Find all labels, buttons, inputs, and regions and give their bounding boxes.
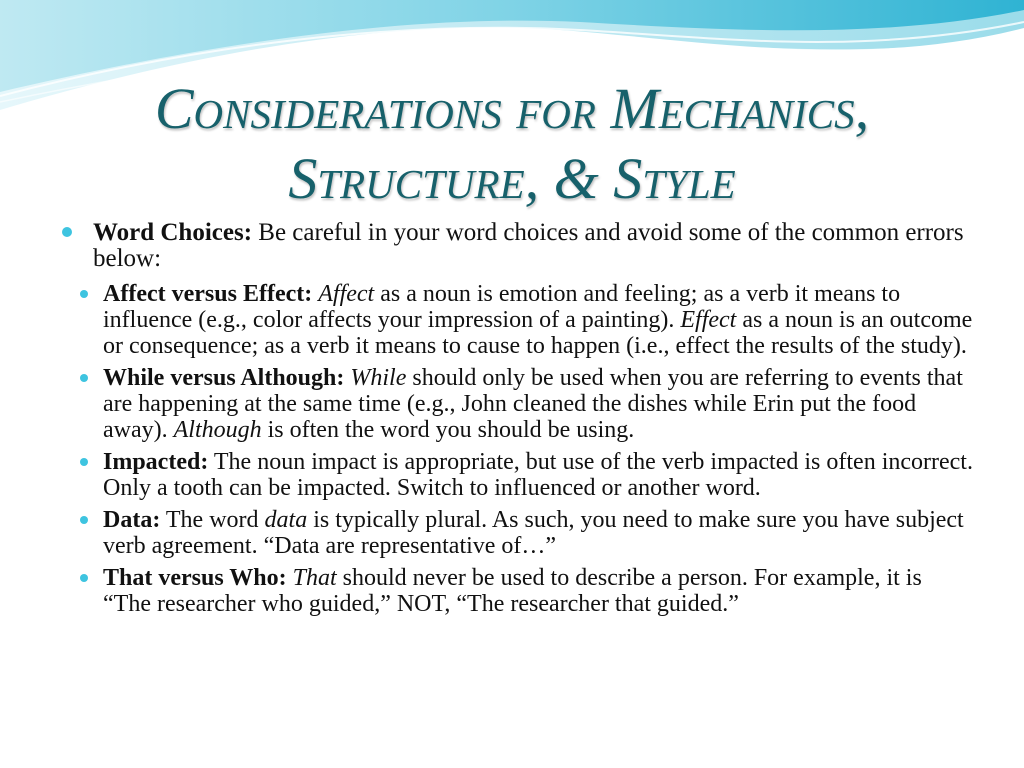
sub-bullet-text: should only be used when you are referring to events that are happening at the same time (e.g., John cleaned the dishes while Erin put the food away). — [103, 365, 963, 443]
sub-bullet-text: should never be used to describe a person. For example, it is “The researcher who guided,” NOT, “The researcher that guided.” — [103, 565, 922, 617]
sub-bullet-list — [62, 281, 974, 617]
sub-bullet-item — [62, 449, 974, 501]
bullet-dot-icon — [62, 227, 72, 237]
sub-bullet-dot-icon — [80, 374, 88, 382]
sub-bullet-text: is typically plural. As such, you need to make sure you have subject verb agreement. “Data are representative of…” — [103, 507, 964, 559]
sub-bullet-dot-icon — [80, 516, 88, 524]
sub-bullet-label: Impacted: — [103, 449, 209, 475]
sub-bullet-text: as a noun is an outcome or consequence; as a verb it means to cause to happen (i.e., effect the results of the study). — [103, 307, 973, 359]
sub-bullet-italic-term: Effect — [680, 307, 737, 333]
sub-bullet-label: Affect versus Effect: — [103, 281, 313, 307]
sub-bullet-dot-icon — [80, 574, 88, 582]
slide-title — [60, 74, 964, 214]
sub-bullet-italic-term: Affect — [318, 281, 375, 307]
slide-body — [62, 220, 974, 623]
sub-bullet-item — [62, 507, 974, 559]
sub-bullet-text: The noun impact is appropriate, but use of the verb impacted is often incorrect. Only a tooth can be impacted. Switch to influenced or another word. — [103, 449, 973, 501]
slide-title-line1: Considerations for Mechanics, — [154, 76, 870, 141]
sub-bullet-text: The word — [160, 507, 265, 533]
sub-bullet-label: Data: — [103, 507, 161, 533]
sub-bullet-text: is often the word you should be using. — [261, 417, 635, 443]
sub-bullet-text: as a noun is emotion and feeling; as a verb it means to influence (e.g., color affects your impression of a painting). — [103, 281, 901, 333]
bullet-text: Be careful in your word choices and avoid some of the common errors below: — [93, 219, 964, 272]
sub-bullet-item — [62, 365, 974, 443]
bullet-label: Word Choices: — [93, 219, 253, 246]
sub-bullet-label: That versus Who: — [103, 565, 287, 591]
sub-bullet-label: While versus Although: — [103, 365, 345, 391]
bullet-word-choices — [62, 220, 974, 272]
sub-bullet-item — [62, 281, 974, 359]
sub-bullet-italic-term: That — [292, 565, 337, 591]
slide-title-line2: Structure, & Style — [288, 146, 736, 211]
sub-bullet-item — [62, 565, 974, 617]
sub-bullet-dot-icon — [80, 458, 88, 466]
sub-bullet-dot-icon — [80, 290, 88, 298]
sub-bullet-italic-term: Although — [173, 417, 262, 443]
sub-bullet-italic-term: data — [264, 507, 308, 533]
sub-bullet-italic-term: While — [350, 365, 407, 391]
